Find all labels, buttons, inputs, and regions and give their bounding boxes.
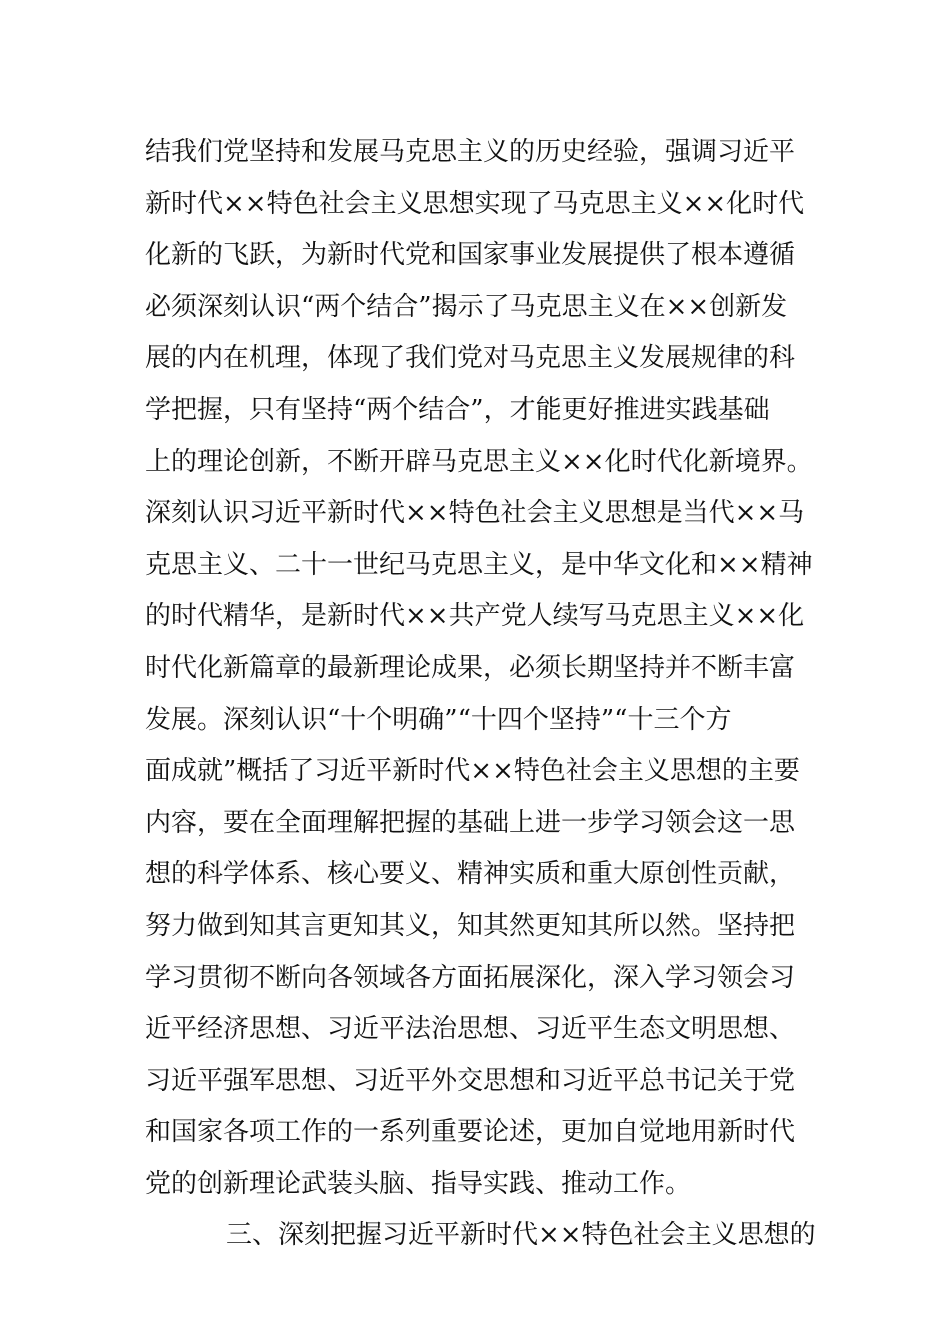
text-line: 化新的飞跃，为新时代党和国家事业发展提供了根本遵循 [145, 240, 796, 271]
section-heading: 三、深刻把握习近平新时代××特色社会主义思想的 [226, 1220, 816, 1251]
text-line: 近平经济思想、习近平法治思想、习近平生态文明思想、 [145, 1014, 796, 1045]
text-line: 展的内在机理，体现了我们党对马克思主义发展规律的科 [145, 343, 796, 374]
text-line: 努力做到知其言更知其义，知其然更知其所以然。坚持把 [145, 910, 796, 941]
text-line: 深刻认识习近平新时代××特色社会主义思想是当代××马 [145, 498, 805, 529]
text-line: 新时代××特色社会主义思想实现了马克思主义××化时代 [145, 188, 805, 219]
text-line: 学把握，只有坚持“两个结合”，才能更好推进实践基础 [145, 394, 770, 425]
text-line: 结我们党坚持和发展马克思主义的历史经验，强调习近平 [145, 137, 796, 167]
text-line: 和国家各项工作的一系列重要论述，更加自觉地用新时代 [145, 1117, 796, 1148]
text-line: 时代化新篇章的最新理论成果，必须长期坚持并不断丰富 [145, 652, 796, 683]
text-line: 必须深刻认识“两个结合”揭示了马克思主义在××创新发 [145, 291, 788, 322]
text-line: 学习贯彻不断向各领域各方面拓展深化，深入学习领会习 [145, 962, 796, 993]
text-line: 的时代精华，是新时代××共产党人续写马克思主义××化 [145, 601, 805, 632]
text-line: 发展。深刻认识“十个明确”“十四个坚持”“十三个方 [145, 704, 732, 735]
text-line: 习近平强军思想、习近平外交思想和习近平总书记关于党 [145, 1065, 796, 1096]
text-line: 面成就”概括了习近平新时代××特色社会主义思想的主要 [145, 756, 800, 787]
text-line: 克思主义、二十一世纪马克思主义，是中华文化和××精神 [145, 549, 813, 580]
body-text [145, 127, 825, 1262]
text-line: 想的科学体系、核心要义、精神实质和重大原创性贡献， [145, 859, 796, 890]
text-line: 内容，要在全面理解把握的基础上进一步学习领会这一思 [145, 807, 796, 838]
text-line: 党的创新理论武装头脑、指导实践、推动工作。 [145, 1168, 692, 1199]
text-line: 上的理论创新，不断开辟马克思主义××化时代化新境界。 [145, 446, 813, 477]
